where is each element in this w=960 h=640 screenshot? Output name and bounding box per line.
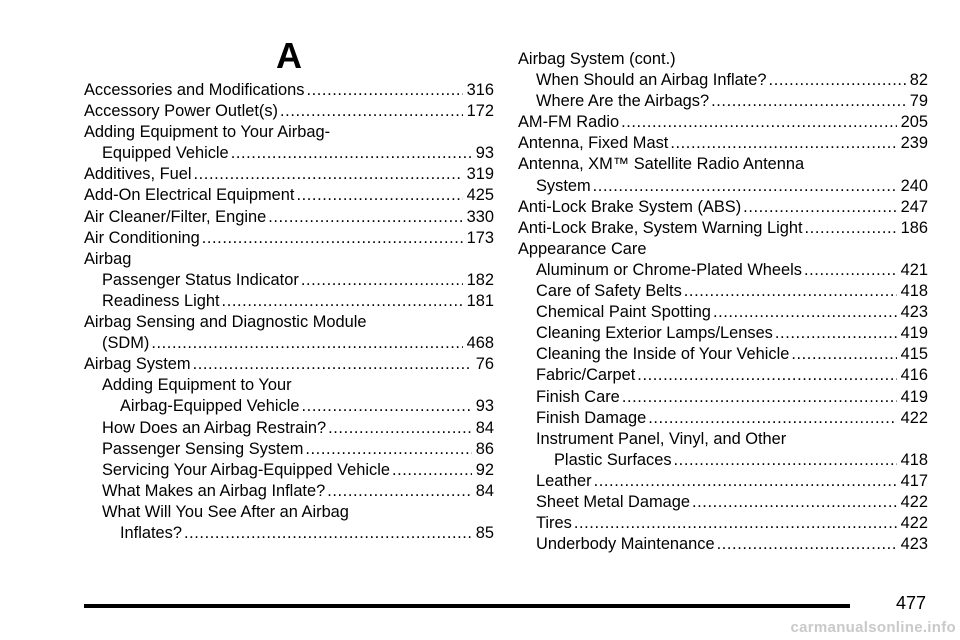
index-entry	[518, 91, 928, 112]
index-entry	[84, 502, 494, 523]
index-entry-page[interactable]: 468	[466, 334, 494, 353]
index-entry-text: Antenna, XM™ Satellite Radio Antenna	[518, 155, 805, 174]
index-entry-text: Anti-Lock Brake, System Warning Light	[518, 218, 803, 237]
footer-rule	[84, 604, 850, 608]
index-entry-text: Chemical Paint Spotting	[536, 303, 711, 322]
index-entry	[84, 249, 494, 270]
index-entry-text: Airbag Sensing and Diagnostic Module	[84, 313, 367, 332]
index-entry-page[interactable]: 423	[900, 303, 928, 322]
dot-leader	[296, 185, 462, 206]
index-entry	[84, 418, 494, 439]
index-entry-page[interactable]: 419	[900, 324, 928, 343]
index-entry	[84, 460, 494, 481]
index-entry-page[interactable]: 316	[466, 81, 494, 99]
index-entry-page[interactable]: 415	[900, 345, 928, 364]
dot-leader	[574, 513, 897, 534]
index-entry-text: Sheet Metal Damage	[536, 492, 690, 511]
index-entry-page[interactable]: 173	[466, 228, 494, 247]
dot-leader	[202, 228, 463, 249]
index-entry	[84, 312, 494, 333]
dot-leader	[594, 471, 897, 492]
index-entry	[84, 439, 494, 460]
dot-leader	[717, 534, 897, 555]
dot-leader	[791, 344, 896, 365]
index-entry-page[interactable]: 181	[466, 291, 494, 310]
index-entry	[84, 396, 494, 417]
index-entry-page[interactable]: 247	[900, 197, 928, 216]
index-entry-page[interactable]: 85	[475, 523, 494, 542]
dot-leader	[674, 450, 897, 471]
index-entry	[518, 471, 928, 492]
index-entry-text: Leather	[536, 471, 592, 490]
dot-leader	[328, 418, 472, 439]
index-entry	[518, 218, 928, 239]
index-entry	[518, 239, 928, 260]
dot-leader	[222, 291, 463, 312]
index-entry-text: (SDM)	[102, 334, 150, 353]
index-entry	[518, 197, 928, 218]
index-entry-text: Airbag System	[84, 355, 191, 374]
index-entry-page[interactable]: 240	[900, 176, 928, 195]
index-entry-page[interactable]: 422	[900, 514, 928, 533]
watermark-text: carmanualsonline.info	[790, 619, 956, 636]
dot-leader	[804, 260, 897, 281]
dot-leader	[268, 207, 462, 228]
index-entry-text: Adding Equipment to Your Airbag-	[84, 123, 331, 142]
index-entry-text: Cleaning Exterior Lamps/Lenses	[536, 324, 773, 343]
index-entry-text: Equipped Vehicle	[102, 144, 229, 163]
index-entry	[518, 133, 928, 154]
index-entry-page[interactable]: 86	[475, 439, 494, 458]
index-entry	[518, 154, 928, 175]
dot-leader	[306, 80, 462, 101]
index-entry	[518, 302, 928, 323]
dot-leader	[327, 481, 472, 502]
index-entry-text: Servicing Your Airbag-Equipped Vehicle	[102, 460, 390, 479]
index-entry-page[interactable]: 417	[900, 471, 928, 490]
index-entry-text: Antenna, Fixed Mast	[518, 134, 669, 153]
index-entry-text: How Does an Airbag Restrain?	[102, 418, 327, 437]
index-entry-text: Passenger Sensing System	[102, 439, 304, 458]
dot-leader	[194, 164, 463, 185]
index-entry-text: Airbag	[84, 249, 132, 268]
dot-leader	[593, 176, 897, 197]
index-entry-text: Fabric/Carpet	[536, 366, 636, 385]
index-entry	[518, 450, 928, 471]
index-entry	[84, 185, 494, 206]
index-entry	[84, 523, 494, 544]
dot-leader	[193, 354, 472, 375]
index-entry-text: Readiness Light	[102, 291, 220, 310]
index-entry	[518, 176, 928, 197]
index-column-right	[518, 49, 928, 555]
index-entry-page[interactable]: 92	[475, 460, 494, 479]
dot-leader	[184, 523, 472, 544]
dot-leader	[305, 439, 471, 460]
index-entry	[84, 291, 494, 312]
index-entry-page[interactable]: 418	[900, 450, 928, 469]
index-entry-page[interactable]: 172	[466, 102, 494, 121]
dot-leader	[743, 197, 896, 218]
index-entry-text: Airbag System (cont.)	[518, 50, 676, 68]
dot-leader	[769, 70, 906, 91]
index-entry-page[interactable]: 93	[475, 397, 494, 416]
dot-leader	[151, 333, 462, 354]
index-entry-page[interactable]: 422	[900, 408, 928, 427]
index-entry-page[interactable]: 182	[466, 270, 494, 289]
index-entry-text: Accessory Power Outlet(s)	[84, 102, 279, 121]
section-letter: A	[276, 35, 302, 76]
dot-leader	[711, 91, 906, 112]
index-entry-text: Anti-Lock Brake System (ABS)	[518, 197, 742, 216]
index-entry-text: System	[536, 176, 591, 195]
index-entry-page[interactable]: 186	[900, 218, 928, 237]
index-entry-page[interactable]: 239	[900, 134, 928, 153]
index-entry	[84, 333, 494, 354]
dot-leader	[301, 270, 463, 291]
dot-leader	[280, 101, 463, 122]
index-entry-text: Inflates?	[120, 523, 182, 542]
dot-leader	[637, 365, 896, 386]
index-entry	[518, 513, 928, 534]
index-entry-text: AM-FM Radio	[518, 113, 620, 132]
index-entry-text: Tires	[536, 514, 572, 533]
index-entry	[518, 387, 928, 408]
index-entry	[518, 429, 928, 450]
index-entry	[84, 207, 494, 228]
index-entry-text: Additives, Fuel	[84, 165, 192, 184]
index-entry-page[interactable]: 419	[900, 387, 928, 406]
index-entry	[518, 49, 928, 70]
index-entry	[84, 270, 494, 291]
dot-leader	[670, 133, 896, 154]
index-entry	[84, 122, 494, 143]
dot-leader	[805, 218, 897, 239]
dot-leader	[231, 143, 472, 164]
index-entry-text: Air Cleaner/Filter, Engine	[84, 207, 267, 226]
index-entry	[518, 323, 928, 344]
index-entry-page[interactable]: 418	[900, 282, 928, 301]
index-entry-page[interactable]: 425	[466, 186, 494, 205]
index-entry-text: When Should an Airbag Inflate?	[536, 71, 767, 90]
index-entry	[84, 354, 494, 375]
page-number: 477	[895, 593, 926, 613]
dot-leader	[713, 302, 897, 323]
index-entry-page[interactable]: 84	[475, 418, 494, 437]
index-entry-text: Where Are the Airbags?	[536, 92, 710, 111]
index-entry-page[interactable]: 330	[466, 207, 494, 226]
index-entry	[518, 70, 928, 91]
index-entry-text: Finish Damage	[536, 408, 647, 427]
index-entry-text: Finish Care	[536, 387, 620, 406]
index-entry-text: Underbody Maintenance	[536, 535, 715, 554]
dot-leader	[775, 323, 897, 344]
dot-leader	[302, 396, 472, 417]
index-entry	[518, 344, 928, 365]
index-entry	[518, 112, 928, 133]
index-entry	[518, 281, 928, 302]
index-entry-text: What Will You See After an Airbag	[102, 502, 349, 521]
index-entry-text: Accessories and Modifications	[84, 81, 305, 99]
index-entry-text: What Makes an Airbag Inflate?	[102, 481, 326, 500]
index-entry	[84, 164, 494, 185]
index-entry-page[interactable]: 76	[475, 355, 494, 374]
index-entry-page[interactable]: 422	[900, 492, 928, 511]
index-entry-text: Passenger Status Indicator	[102, 270, 299, 289]
index-entry	[518, 260, 928, 281]
index-entry-page[interactable]: 93	[475, 144, 494, 163]
index-entry-page[interactable]: 84	[475, 481, 494, 500]
index-entry-text: Add-On Electrical Equipment	[84, 186, 295, 205]
index-entry	[518, 365, 928, 386]
index-entry	[518, 408, 928, 429]
index-entry-text: Plastic Surfaces	[554, 450, 672, 469]
index-entry-text: Adding Equipment to Your	[102, 376, 292, 395]
index-entry-page[interactable]: 79	[909, 92, 928, 111]
index-entry-text: Air Conditioning	[84, 228, 200, 247]
index-entry	[84, 228, 494, 249]
dot-leader	[692, 492, 897, 513]
index-entry-text: Instrument Panel, Vinyl, and Other	[536, 429, 787, 448]
index-entry-page[interactable]: 205	[900, 113, 928, 132]
index-entry-text: Care of Safety Belts	[536, 282, 682, 301]
index-entry	[518, 492, 928, 513]
index-entry-page[interactable]: 421	[900, 260, 928, 279]
index-entry	[518, 534, 928, 555]
index-entry-text: Aluminum or Chrome-Plated Wheels	[536, 260, 802, 279]
index-entry-page[interactable]: 423	[900, 535, 928, 554]
index-entry-text: Airbag-Equipped Vehicle	[120, 397, 300, 416]
index-entry-text: Appearance Care	[518, 239, 647, 258]
index-entry	[84, 481, 494, 502]
index-entry-page[interactable]: 82	[909, 71, 928, 90]
index-entry-page[interactable]: 416	[900, 366, 928, 385]
dot-leader	[648, 408, 896, 429]
index-entry	[84, 143, 494, 164]
index-entry-page[interactable]: 319	[466, 165, 494, 184]
index-entry	[84, 101, 494, 122]
index-entry	[84, 80, 494, 101]
dot-leader	[684, 281, 897, 302]
dot-leader	[622, 387, 897, 408]
index-entry	[84, 375, 494, 396]
index-entry-text: Cleaning the Inside of Your Vehicle	[536, 345, 790, 364]
index-column-left	[84, 80, 494, 544]
dot-leader	[621, 112, 897, 133]
dot-leader	[392, 460, 472, 481]
